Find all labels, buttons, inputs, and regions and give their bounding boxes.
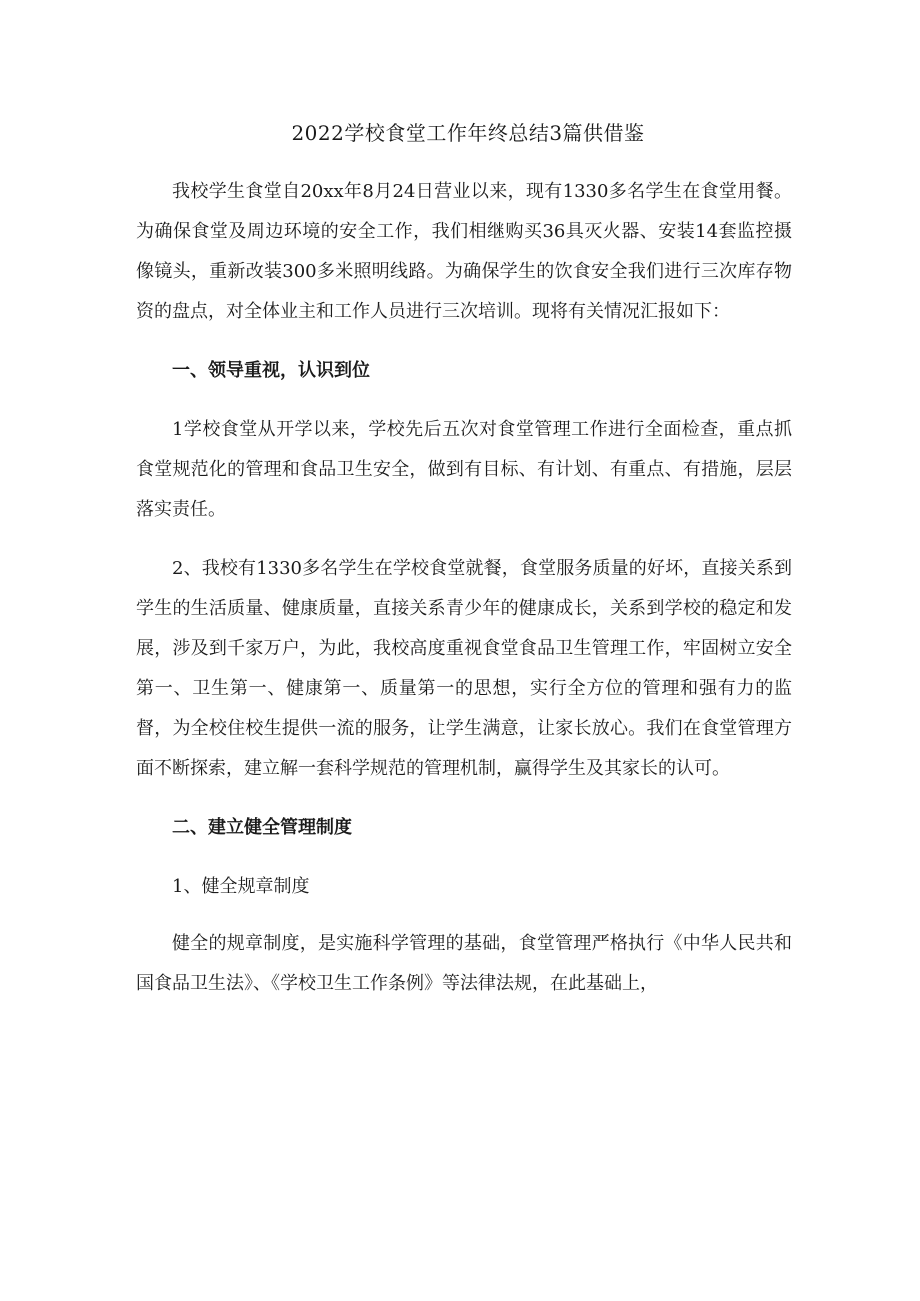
section1-paragraph-1: 1学校食堂从开学以来，学校先后五次对食堂管理工作进行全面检查，重点抓食堂规范化的管理和食品卫生安全，做到有目标、有计划、有重点、有措施，层层落实责任。 <box>136 419 792 520</box>
document-title: 2022学校食堂工作年终总结3篇供借鉴 <box>291 121 645 145</box>
section1-heading: 一、领导重视，认识到位 <box>172 360 370 381</box>
section1-paragraph-2: 2、我校有1330多名学生在学校食堂就餐，食堂服务质量的好坏，直接关系到学生的生活质量、健康质量，直接关系青少年的健康成长，关系到学校的稳定和发展，涉及到千家万户，为此，我校高度重视食堂食品卫生管理工作，牢固树立安全第一、卫生第一、健康第一、质量第一的思想，实行全方位的管理和强有力的监督，为全校住校生提供一流的服务，让学生满意，让家长放心。我们在食堂管理方面不断探索，建立解一套科学规范的管理机制，赢得学生及其家长的认可。 <box>136 558 792 779</box>
section2-subheading-1: 1、健全规章制度 <box>172 876 310 897</box>
intro-paragraph: 我校学生食堂自20xx年8月24日营业以来，现有1330多名学生在食堂用餐。为确保食堂及周边环境的安全工作，我们相继购买36具灭火器、安装14套监控摄像镜头，重新改装300多米照明线路。为确保学生的饮食安全我们进行三次库存物资的盘点，对全体业主和工作人员进行三次培训。现将有关情况汇报如下： <box>136 181 792 322</box>
section2-heading: 二、建立健全管理制度 <box>172 817 352 838</box>
section2-paragraph-1: 健全的规章制度，是实施科学管理的基础，食堂管理严格执行《中华人民共和国食品卫生法》、《学校卫生工作条例》等法律法规，在此基础上， <box>136 933 792 994</box>
